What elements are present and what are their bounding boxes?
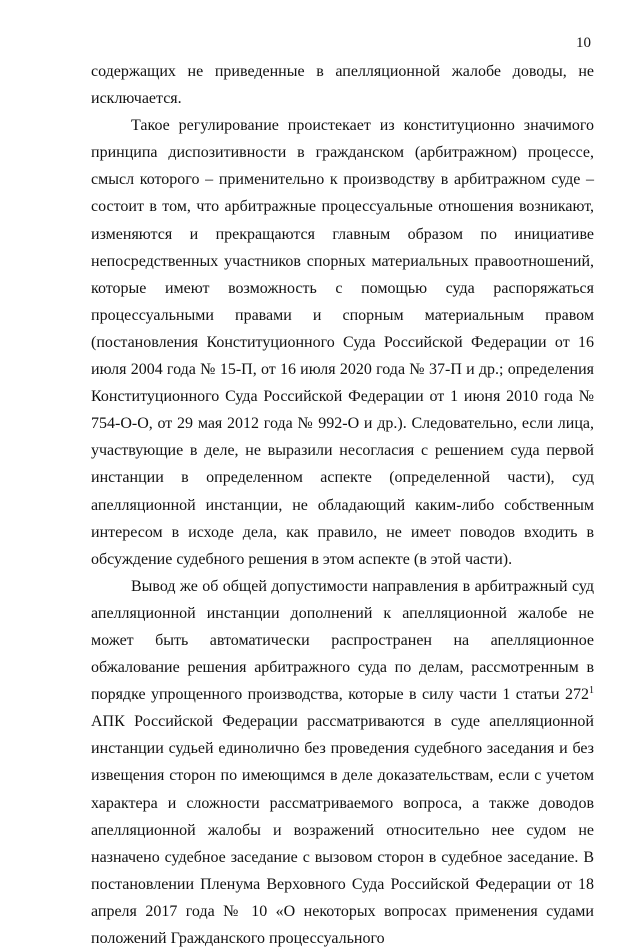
paragraph-dispositivity-principle: Такое регулирование проистекает из конституционно значимого принципа диспозитивности в гражданском (арбитражном) процессе, смысл которого – применительно к производству в арбитражном суде – состоит в том, что арбитражные процессуальные отношения возникают, изменяются и прекращаются главным образом по инициативе непосредственных участников спорных материальных правоотношений, которые имеют возможность с помощью суда распоряжаться процессуальными правами и спорным материальным правом (постановления Конституционного Суда Российской Федерации от 16 июля 2004 года № 15-П, от 16 июля 2020 года № 37-П и др.; определения Конституционного Суда Российской Федерации от 1 июня 2010 года № 754-О-О, от 29 мая 2012 года № 992-О и др.). Следовательно, если лица, участвующие в деле, не выразили несогласия с решением суда первой инстанции в определенном аспекте (определенной части), суд апелляционной инстанции, не обладающий каким-либо собственным интересом в исходе дела, как правило, не имеет поводов входить в обсуждение судебного решения в этом аспекте (в этой части). <box>91 117 594 568</box>
page-number: 10 <box>576 35 591 51</box>
article-superscript: 1 <box>589 685 594 697</box>
paragraph-text-part-2: АПК Российской Федерации рассматриваются в суде апелляционной инстанции судьей единолично без проведения судебного заседания и без извещения сторон по имеющимся в деле доказательствам, если с учетом характера и сложности рассматриваемого вопроса, а также доводов апелляционной жалобы и возражений относительно нее судом не назначено судебное заседание с вызовом сторон в судебное заседание. В постановлении Пленума Верховного Суда Российской Федерации от 18 апреля 2017 года № 10 «О некоторых вопросах применения судами положений Гражданского процессуального <box>91 713 594 947</box>
paragraph-continuation: содержащих не приведенные в апелляционной жалобе доводы, не исключается. <box>91 63 594 108</box>
paragraph-simplified-proceedings <box>91 573 594 952</box>
paragraph-text-part-1: Вывод же об общей допустимости направления в арбитражный суд апелляционной инстанции дополнений к апелляционной жалобе не может быть автоматически распространен на апелляционное обжалование решения арбитражного суда по делам, рассмотренным в порядке упрощенного производства, которые в силу части 1 статьи 272 <box>91 577 594 704</box>
document-body <box>91 58 594 952</box>
